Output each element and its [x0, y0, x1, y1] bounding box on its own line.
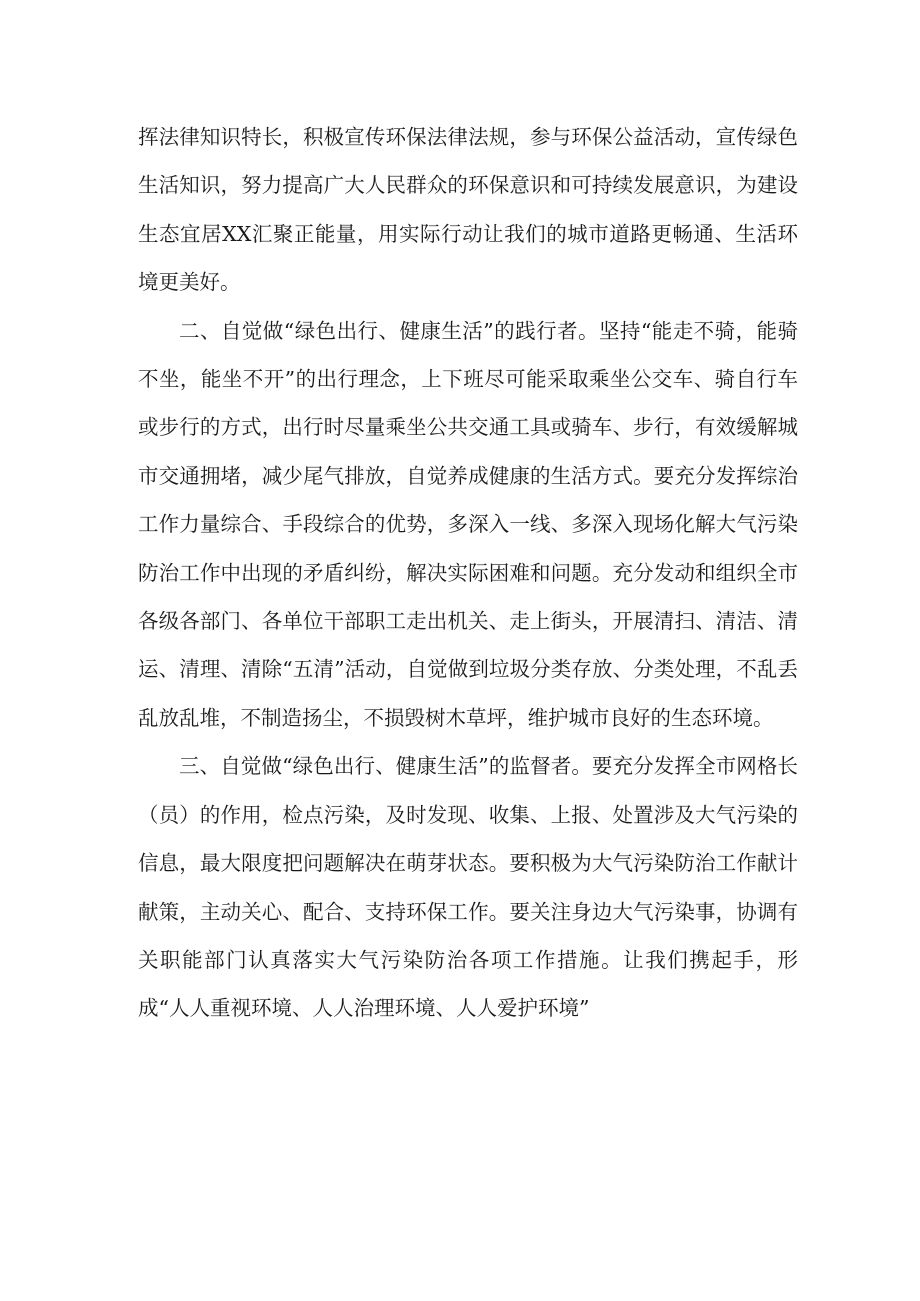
paragraph-section-two: 二、自觉做“绿色出行、健康生活”的践行者。坚持“能走不骑，能骑不坐，能坐不开”的出行理念，上下班尽可能采取乘坐公交车、骑自行车或步行的方式，出行时尽量乘坐公共交通工具或骑车、步行，有效缓解城市交通拥堵，减少尾气排放，自觉养成健康的生活方式。要充分发挥综治工作力量综合、手段综合的优势，多深入一线、多深入现场化解大气污染防治工作中出现的矛盾纠纷，解决实际困难和问题。充分发动和组织全市各级各部门、各单位干部职工走出机关、走上街头，开展清扫、清洁、清运、清理、清除“五清”活动，自觉做到垃圾分类存放、分类处理，不乱丢乱放乱堆，不制造扬尘，不损毁树木草坪，维护城市良好的生态环境。 — [138, 318, 798, 730]
paragraph-continuation: 挥法律知识特长，积极宣传环保法律法规，参与环保公益活动，宣传绿色生活知识，努力提高广大人民群众的环保意识和可持续发展意识，为建设生态宜居XX汇聚正能量，用实际行动让我们的城市道路更畅通、生活环境更美好。 — [138, 125, 798, 295]
paragraph-section-three: 三、自觉做“绿色出行、健康生活”的监督者。要充分发挥全市网格长（员）的作用，检点污染，及时发现、收集、上报、处置涉及大气污染的信息，最大限度把问题解决在萌芽状态。要积极为大气污染防治工作献计献策，主动关心、配合、支持环保工作。要关注身边大气污染事，协调有关职能部门认真落实大气污染防治各项工作措施。让我们携起手，形成“人人重视环境、人人治理环境、人人爱护环境” — [138, 754, 798, 1021]
document-body — [138, 113, 798, 1033]
